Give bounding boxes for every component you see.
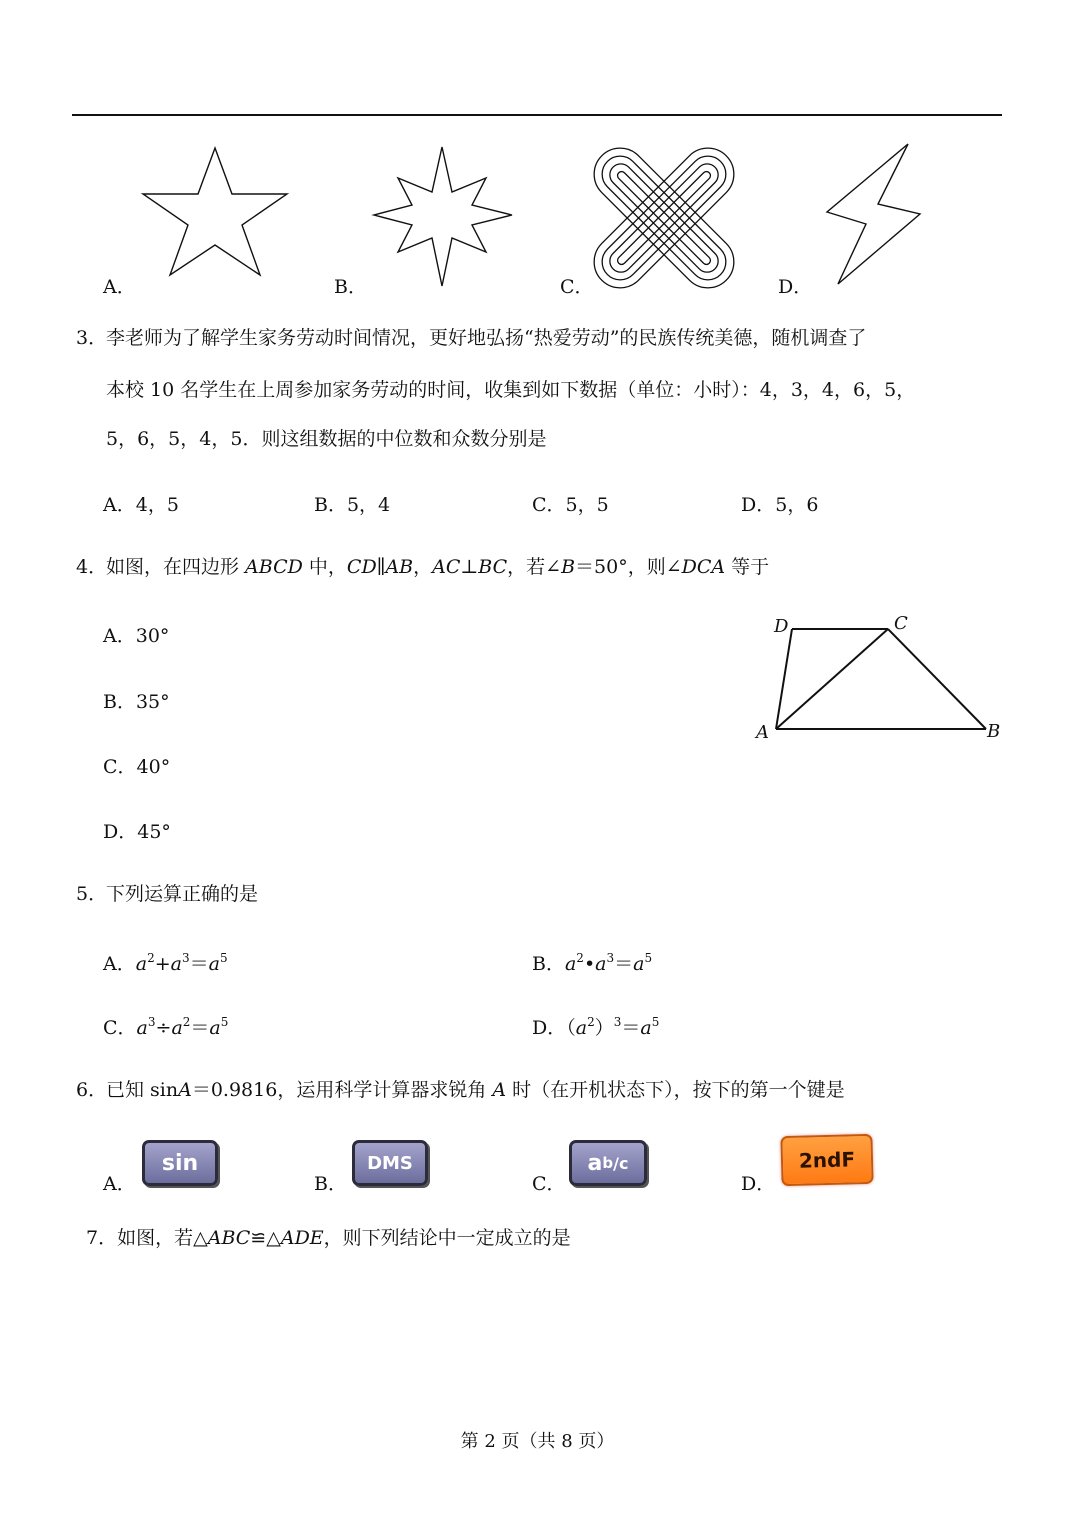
q4-number: 4． [76,556,108,578]
q4-option-c: C．40° [103,756,171,778]
vertex-d-label: D [774,616,789,637]
q2-option-a-label: A． [103,276,136,298]
q4-option-d: D．45° [103,821,171,843]
q3-option-b: B．5，4 [314,494,391,516]
q3-stem-line3: 5，6，5，4，5．则这组数据的中位数和众数分别是 [106,428,547,450]
q4-option-a: A．30° [103,625,170,647]
q2-option-b-label: B． [334,276,367,298]
q3-option-d: D．5，6 [741,494,819,516]
q6-number: 6． [76,1079,108,1101]
q6-stem: 6．已知 sinA＝0.9816，运用科学计算器求锐角 A 时（在开机状态下），按下的第一个键是 [76,1079,845,1101]
q3-option-c: C．5，5 [532,494,609,516]
q4-stem: 4．如图，在四边形 ABCD 中，CD∥AB，AC⊥BC，若∠B＝50°，则∠DCA 等于 [76,556,770,578]
q3-number: 3． [76,327,108,349]
q7-stem: 7．如图，若△ABC≌△ADE，则下列结论中一定成立的是 [86,1227,571,1249]
q5-option-b: B．$a^2•a^3=a^5$ [532,951,653,975]
q7-number: 7． [86,1227,118,1249]
q5-option-a: A．$a^2+a^3=a^5$ [103,951,228,975]
2ndf-key-image: 2ndF [780,1134,873,1186]
q6-option-b-label: B． [314,1173,347,1195]
q5-number: 5． [76,883,108,905]
q3-stem-line2: 本校 10 名学生在上周参加家务劳动的时间，收集到如下数据（单位：小时）：4，3，4，6，5， [106,379,916,401]
q5-option-c: C．$a^3\div a^2=a^5$ [103,1015,229,1039]
q2-option-d-label: D． [778,276,813,298]
q2-option-c-label: C． [560,276,594,298]
dms-key-image: DMS [352,1140,428,1186]
sin-key-image: sin [142,1140,218,1186]
fraction-key-image: a b /c [569,1140,647,1186]
page-footer: 第 2 页（共 8 页） [460,1431,615,1452]
q6-option-d-label: D． [741,1173,776,1195]
q3-option-a: A．4，5 [103,494,179,516]
vertex-b-label: B [987,721,1001,742]
q5-stem: 5．下列运算正确的是 [76,883,259,905]
q5-option-d: D．$(a^2)^3=a^5$ [532,1015,660,1039]
q6-option-a-label: A． [103,1173,136,1195]
vertex-a-label: A [756,722,769,743]
q6-option-c-label: C． [532,1173,566,1195]
q3-text-line1: 李老师为了解学生家务劳动时间情况，更好地弘扬“热爱劳动”的民族传统美德，随机调查了 [106,327,867,349]
vertex-c-label: C [894,613,908,634]
q4-option-b: B．35° [103,691,170,713]
